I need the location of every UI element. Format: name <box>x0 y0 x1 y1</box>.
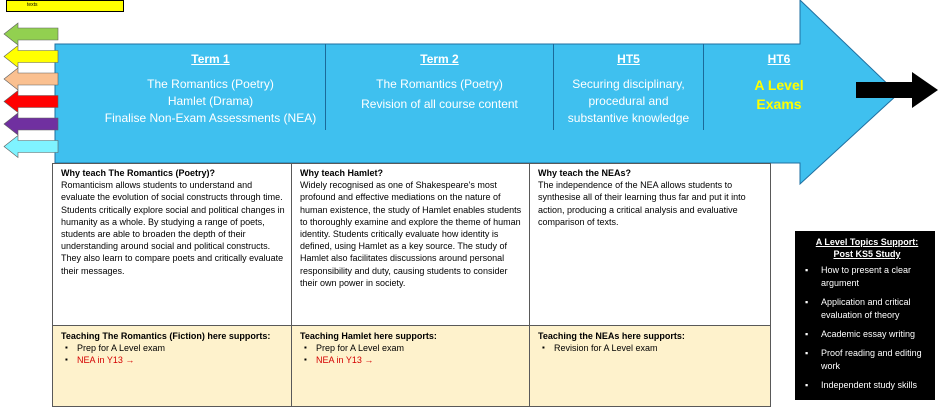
supports-romantics-cell <box>53 326 292 407</box>
supports-hamlet-cell <box>292 326 530 407</box>
term-2-line: The Romantics (Poetry) <box>376 77 503 91</box>
why-romantics-title: Why teach The Romantics (Poetry)? <box>61 168 216 178</box>
topics-title-line: Post KS5 Study <box>833 249 901 259</box>
ht6-heading: HT6 <box>767 52 791 66</box>
side-arrow-icon <box>4 23 58 45</box>
term-1-line: Finalise Non-Exam Assessments (NEA) <box>104 111 317 125</box>
why-row <box>53 164 771 326</box>
term-2-line: Revision of all course content <box>361 97 518 111</box>
supports-hamlet-title: Teaching Hamlet here supports: <box>300 331 437 341</box>
supports-romantics-title: Teaching The Romantics (Fiction) here supports: <box>61 331 271 341</box>
ht5-line: substantive knowledge <box>567 111 690 125</box>
side-arrow-icon <box>4 68 58 90</box>
rationale-table <box>52 163 771 407</box>
term-1-heading: Term 1 <box>191 52 230 66</box>
list-item: ▪ Application and critical evaluation of theory <box>803 296 931 322</box>
side-arrows <box>0 0 100 190</box>
list-item: ▪ Prep for A Level exam <box>61 342 285 354</box>
ht5-line: Securing disciplinary, <box>572 77 685 91</box>
ht5-column <box>554 44 704 130</box>
list-item: ▪ Independent study skills <box>803 379 931 392</box>
supports-hamlet-list <box>300 342 523 366</box>
topics-support-box <box>795 231 935 400</box>
list-item: ▪ Prep for A Level exam <box>300 342 523 354</box>
supports-nea-title: Teaching the NEAs here supports: <box>538 331 685 341</box>
ht6-column <box>704 44 854 130</box>
list-item: ▪ Revision for A Level exam <box>538 342 764 354</box>
topics-support-title <box>803 236 931 260</box>
ht6-line: Exams <box>756 96 802 112</box>
list-item: ▪ NEA in Y13 → <box>61 354 285 366</box>
why-romantics-body: Romanticism allows students to understand and evaluate the evolution of social constructs through time. Students critically explore social and political changes in humanity as a whole. By studying a range of poets, students are able to broaden the depth of their understanding around social and political constructs. They also learn to compare poets and critically evaluate their messages. <box>61 180 285 276</box>
supports-nea-list <box>538 342 764 354</box>
why-romantics-cell <box>53 164 292 326</box>
ht5-heading: HT5 <box>617 52 640 66</box>
side-arrow-icon <box>4 136 58 158</box>
term-1-line: Hamlet (Drama) <box>167 94 254 108</box>
list-item: ▪ NEA in Y13 → <box>300 354 523 366</box>
term-1-column <box>96 44 326 130</box>
why-nea-title: Why teach the NEAs? <box>538 168 632 178</box>
term-columns <box>96 44 854 130</box>
side-arrow-icon <box>4 113 58 135</box>
why-nea-body: The independence of the NEA allows students to synthesise all of their learning thus far and put it into action, producing a critical analysis and evaluative comparison of texts. <box>538 180 746 227</box>
term-2-column <box>326 44 554 130</box>
side-arrow-icon <box>4 91 58 113</box>
ht5-line: procedural and <box>588 94 669 108</box>
list-item: ▪ Academic essay writing <box>803 328 931 341</box>
note-text: texts <box>27 2 38 8</box>
why-nea-cell <box>530 164 771 326</box>
term-2-heading: Term 2 <box>420 52 459 66</box>
ht6-line: A Level <box>754 77 804 93</box>
supports-row <box>53 326 771 407</box>
side-arrow-icon <box>4 46 58 68</box>
supports-romantics-list <box>61 342 285 366</box>
list-item: ▪ Proof reading and editing work <box>803 347 931 373</box>
why-hamlet-body: Widely recognised as one of Shakespeare's most profound and effective mediations on the nature of human existence, the study of Hamlet enables students to thoroughly examine and explore the theme of human identity. Students critically evaluate how identity is defined, using Hamlet as a key source. The study of Hamlet also facilitates discussions around personal responsibility and duty, causing students to consider their own power in society. <box>300 180 522 288</box>
topics-list <box>803 264 931 392</box>
supports-nea-cell <box>530 326 771 407</box>
why-hamlet-title: Why teach Hamlet? <box>300 168 384 178</box>
list-item: ▪ How to present a clear argument <box>803 264 931 290</box>
topics-title-line: A Level Topics Support: <box>815 237 919 247</box>
why-hamlet-cell <box>292 164 530 326</box>
term-1-line: The Romantics (Poetry) <box>147 77 274 91</box>
